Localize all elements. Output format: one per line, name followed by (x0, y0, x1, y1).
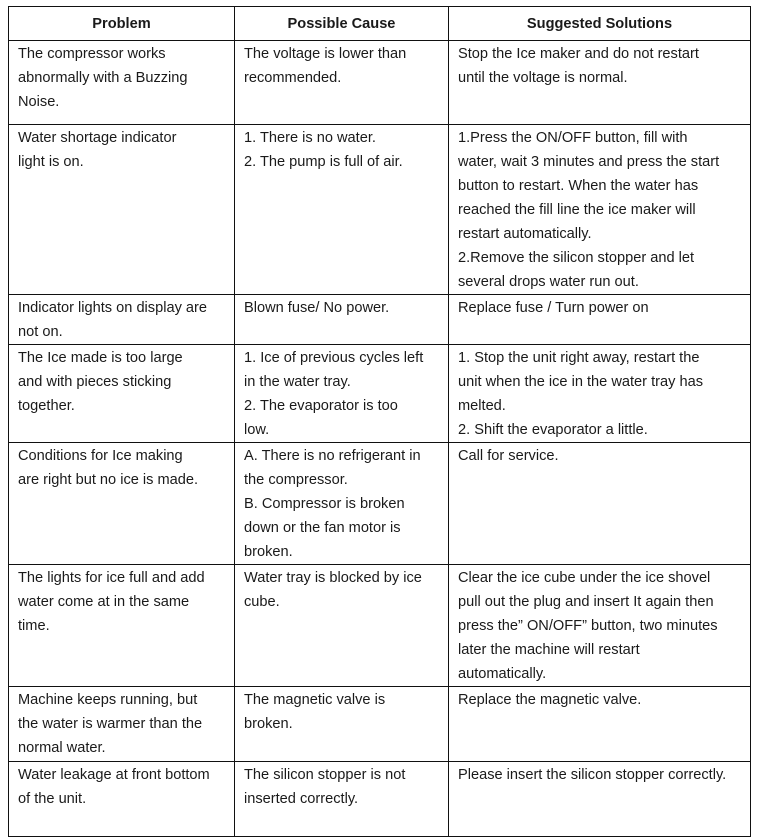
solution-cell (449, 443, 751, 565)
cause-text-line: broken. (244, 716, 293, 732)
problem-text-line: The compressor works (18, 46, 166, 62)
problem-text-line: of the unit. (18, 791, 87, 807)
problem-text-line: Indicator lights on display are (18, 300, 208, 316)
solution-text-line: automatically. (458, 666, 547, 682)
solution-text-line: 1.Press the ON/OFF button, fill with (458, 130, 688, 146)
solution-text-line: Stop the Ice maker and do not restart (458, 46, 699, 62)
solution-text-line: Clear the ice cube under the ice shovel (458, 570, 711, 586)
solution-text-line: Replace fuse / Turn power on (458, 300, 649, 316)
solution-text-line: melted. (458, 398, 506, 414)
problem-text-line: Conditions for Ice making (18, 448, 183, 464)
cause-text-line: in the water tray. (244, 374, 351, 390)
problem-cell (9, 345, 235, 443)
problem-cell (9, 295, 235, 345)
solution-cell (449, 295, 751, 345)
problem-cell (9, 443, 235, 565)
header-possible-cause: Possible Cause (235, 7, 449, 41)
header-row (9, 7, 751, 41)
cause-cell (235, 443, 449, 565)
solution-text-line: 1. Stop the unit right away, restart the (458, 350, 700, 366)
solution-cell (449, 345, 751, 443)
solution-text-line: 2.Remove the silicon stopper and let (458, 250, 695, 266)
cause-cell (235, 762, 449, 837)
solution-text-line: Call for service. (458, 448, 559, 464)
cause-text-line: low. (244, 422, 270, 438)
problem-cell (9, 565, 235, 687)
problem-text-line: The lights for ice full and add (18, 570, 205, 586)
solution-text-line: Replace the magnetic valve. (458, 692, 642, 708)
cause-text-line: A. There is no refrigerant in (244, 448, 421, 464)
problem-text-line: are right but no ice is made. (18, 472, 199, 488)
table-row (9, 762, 751, 837)
solution-text-line: until the voltage is normal. (458, 70, 628, 86)
header-problem: Problem (9, 7, 235, 41)
solution-text-line: Please insert the silicon stopper correctly. (458, 767, 727, 783)
cause-cell (235, 295, 449, 345)
table-row (9, 565, 751, 687)
problem-cell (9, 762, 235, 837)
problem-text-line: Water leakage at front bottom (18, 767, 210, 783)
cause-text-line: 2. The pump is full of air. (244, 154, 403, 170)
problem-text-line: and with pieces sticking (18, 374, 172, 390)
problem-cell (9, 125, 235, 295)
solution-text-line: reached the fill line the ice maker will (458, 202, 696, 218)
header-suggested-solutions: Suggested Solutions (449, 7, 751, 41)
cause-text-line: The silicon stopper is not (244, 767, 406, 783)
cause-text-line: Blown fuse/ No power. (244, 300, 390, 316)
table-row (9, 687, 751, 762)
solution-text-line: 2. Shift the evaporator a little. (458, 422, 648, 438)
problem-text-line: the water is warmer than the (18, 716, 203, 732)
problem-text-line: abnormally with a Buzzing (18, 70, 188, 86)
table-row (9, 125, 751, 295)
problem-text-line: The Ice made is too large (18, 350, 183, 366)
table-row (9, 345, 751, 443)
solution-text-line: pull out the plug and insert It again then (458, 594, 714, 610)
cause-text-line: inserted correctly. (244, 791, 359, 807)
cause-text-line: Water tray is blocked by ice (244, 570, 422, 586)
solution-text-line: water, wait 3 minutes and press the start (458, 154, 720, 170)
table-row (9, 41, 751, 125)
solution-cell (449, 565, 751, 687)
problem-text-line: Water shortage indicator (18, 130, 177, 146)
solution-text-line: button to restart. When the water has (458, 178, 699, 194)
solution-text-line: restart automatically. (458, 226, 592, 242)
problem-text-line: together. (18, 398, 75, 414)
problem-cell (9, 687, 235, 762)
cause-text-line: 1. There is no water. (244, 130, 376, 146)
cause-cell (235, 687, 449, 762)
problem-text-line: not on. (18, 324, 63, 340)
cause-text-line: cube. (244, 594, 280, 610)
solution-cell (449, 762, 751, 837)
problem-text-line: light is on. (18, 154, 84, 170)
problem-text-line: water come at in the same (18, 594, 190, 610)
cause-text-line: the compressor. (244, 472, 348, 488)
cause-text-line: recommended. (244, 70, 342, 86)
cause-text-line: B. Compressor is broken (244, 496, 405, 512)
table-row (9, 295, 751, 345)
problem-text-line: Machine keeps running, but (18, 692, 198, 708)
solution-text-line: several drops water run out. (458, 274, 639, 290)
cause-cell (235, 565, 449, 687)
cause-cell (235, 345, 449, 443)
problem-text-line: Noise. (18, 94, 60, 110)
cause-text-line: The magnetic valve is (244, 692, 386, 708)
solution-cell (449, 41, 751, 125)
cause-text-line: 2. The evaporator is too (244, 398, 398, 414)
cause-text-line: 1. Ice of previous cycles left (244, 350, 424, 366)
troubleshooting-table (8, 6, 751, 837)
solution-text-line: unit when the ice in the water tray has (458, 374, 703, 390)
solution-cell (449, 125, 751, 295)
cause-cell (235, 41, 449, 125)
problem-text-line: time. (18, 618, 50, 634)
solution-text-line: later the machine will restart (458, 642, 640, 658)
table-row (9, 443, 751, 565)
problem-text-line: normal water. (18, 740, 106, 756)
problem-cell (9, 41, 235, 125)
cause-text-line: The voltage is lower than (244, 46, 407, 62)
solution-text-line: press the” ON/OFF” button, two minutes (458, 618, 718, 634)
solution-cell (449, 687, 751, 762)
cause-text-line: down or the fan motor is (244, 520, 401, 536)
cause-text-line: broken. (244, 544, 293, 560)
cause-cell (235, 125, 449, 295)
